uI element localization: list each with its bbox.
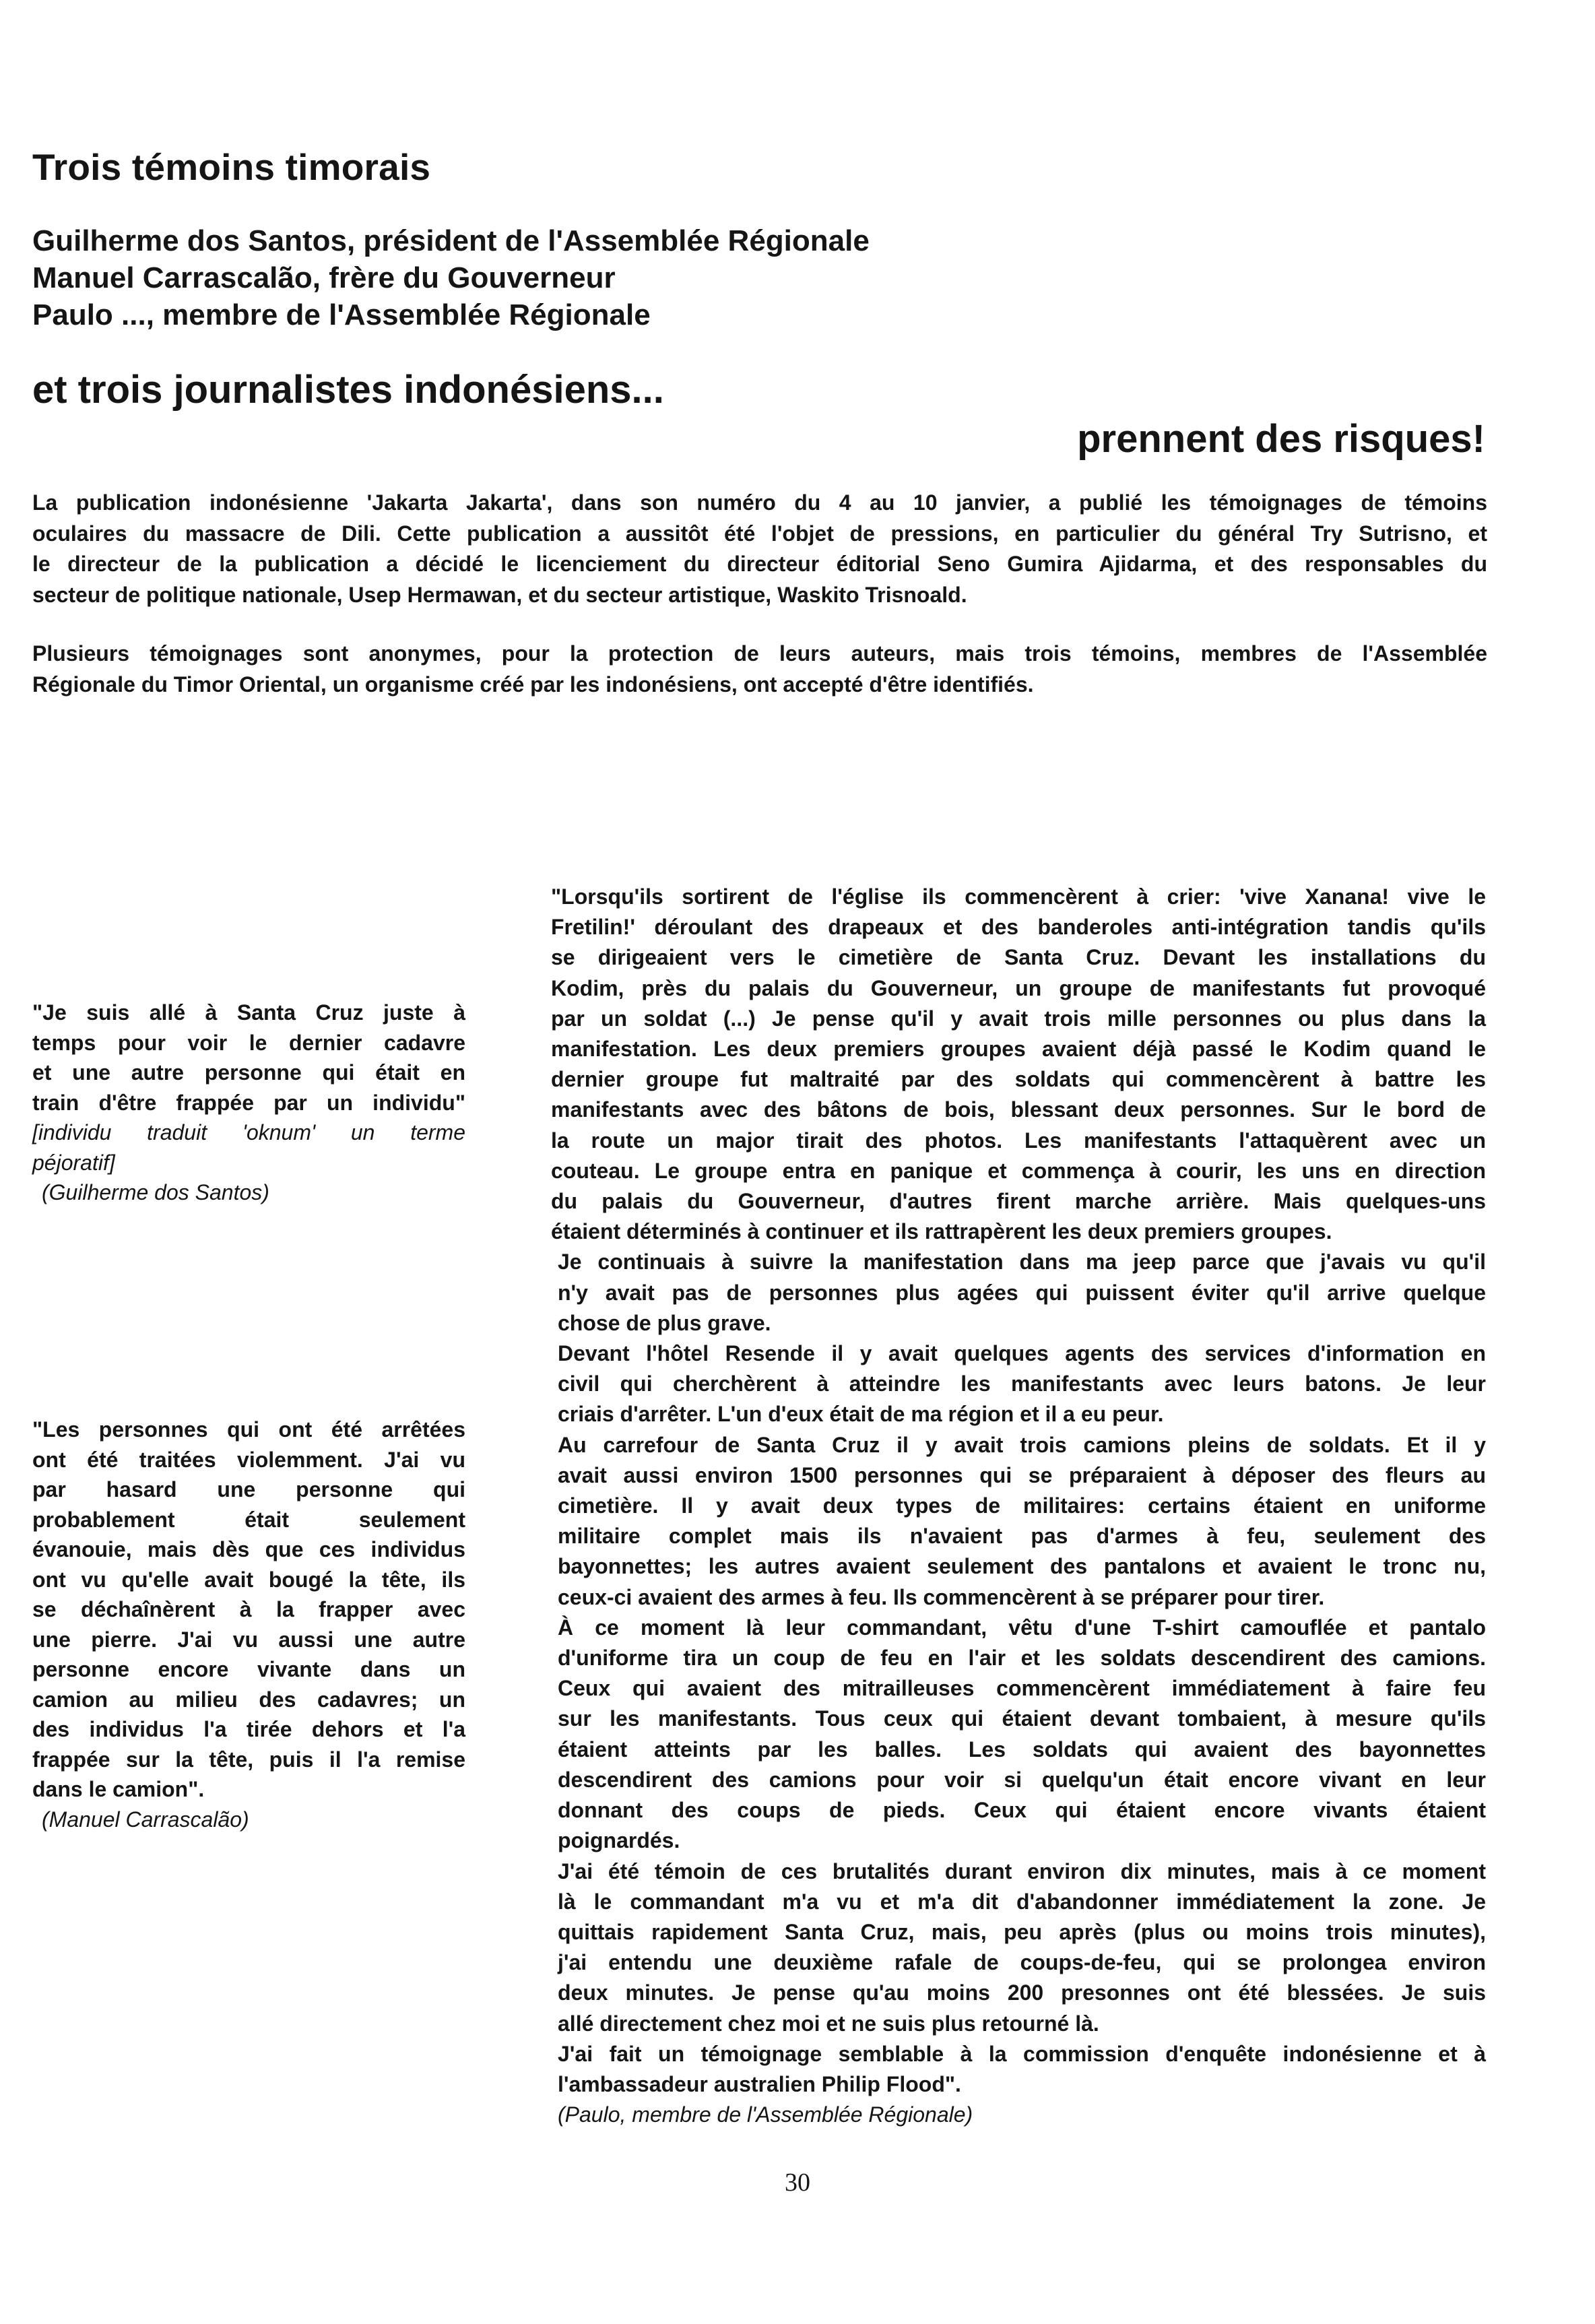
text-line: donnant des coups de pieds. Ceux qui étaient encore vivants étaient	[558, 1798, 1486, 1823]
text-line: dernier groupe fut maltraité par des soldats qui commencèrent à battre les	[551, 1067, 1486, 1092]
text-line: l'ambassadeur australien Philip Flood".	[558, 2071, 961, 2096]
text-line: évanouie, mais dès que ces individus	[32, 1537, 465, 1561]
text-line: par hasard une personne qui	[32, 1477, 465, 1502]
text-line: train d'être frappée par un individu"	[32, 1090, 465, 1115]
quote-attribution: (Manuel Carrascalão)	[42, 1807, 249, 1832]
text-line: personne encore vivante dans un	[32, 1657, 465, 1681]
witness-item: Paulo ..., membre de l'Assemblée Régionale	[32, 298, 651, 331]
text-line: À ce moment là leur commandant, vêtu d'une T-shirt camouflée et pantalo	[558, 1615, 1486, 1640]
text-line: La publication indonésienne 'Jakarta Jakarta', dans son numéro du 4 au 10 janvier, a publié les témoignages de témoins	[32, 490, 1487, 515]
text-line: probablement était seulement	[32, 1507, 465, 1532]
text-line: Kodim, près du palais du Gouverneur, un groupe de manifestants fut provoqué	[551, 975, 1486, 1000]
text-line: là le commandant m'a vu et m'a dit d'abandonner immédiatement la zone. Je	[558, 1889, 1486, 1914]
paragraph	[551, 1338, 1486, 1430]
text-line: Devant l'hôtel Resende il y avait quelques agents des services d'information en	[558, 1341, 1486, 1366]
text-line: allé directement chez moi et ne suis plus retourné là.	[558, 2011, 1099, 2036]
quote-attribution: (Guilherme dos Santos)	[42, 1180, 269, 1204]
text-line: frappée sur la tête, puis il l'a remise	[32, 1747, 465, 1772]
paragraph	[551, 1857, 1486, 2039]
text-line: cimetière. Il y avait deux types de militaires: certains étaient en uniforme	[558, 1493, 1486, 1518]
intro-paragraph-1	[32, 488, 1487, 610]
witness-item: Manuel Carrascalão, frère du Gouverneur	[32, 261, 616, 294]
quote-text	[32, 1415, 465, 1805]
paragraph	[551, 1613, 1486, 1857]
text-line: et une autre personne qui était en	[32, 1060, 465, 1085]
paragraph	[551, 882, 1486, 1247]
page-number: 30	[785, 2168, 810, 2197]
paragraph	[551, 2039, 1486, 2100]
testimony-guilherme	[32, 998, 465, 1208]
headline-journalists: et trois journalistes indonésiens...	[32, 368, 664, 412]
text-line: avait aussi environ 1500 personnes qui se préparaient à déposer des fleurs au	[558, 1462, 1486, 1487]
text-line: ceux-ci avaient des armes à feu. Ils commencèrent à se préparer pour tirer.	[558, 1584, 1325, 1609]
witness-list	[32, 222, 870, 333]
text-line: couteau. Le groupe entra en panique et commença à courir, les uns en direction	[551, 1158, 1486, 1183]
translator-note	[32, 1118, 465, 1177]
text-line: J'ai été témoin de ces brutalités durant environ dix minutes, mais à ce moment	[558, 1859, 1486, 1883]
intro-paragraph-2	[32, 639, 1487, 700]
text-line: "Les personnes qui ont été arrêtées	[32, 1417, 465, 1442]
text-line: J'ai fait un témoignage semblable à la commission d'enquête indonésienne et à	[558, 2041, 1486, 2066]
text-line: une pierre. J'ai vu aussi une autre	[32, 1627, 465, 1652]
text-line: n'y avait pas de personnes plus agées qui puissent éviter qu'il arrive quelque	[558, 1280, 1486, 1305]
text-line: deux minutes. Je pense qu'au moins 200 presonnes ont été blessées. Je suis	[558, 1980, 1486, 2005]
text-line: [individu traduit 'oknum' un terme	[32, 1120, 465, 1144]
quote-text	[32, 998, 465, 1118]
text-line: se dirigeaient vers le cimetière de Santa Cruz. Devant les installations du	[551, 945, 1486, 970]
text-line: ont été traitées violemment. J'ai vu	[32, 1447, 465, 1472]
text-line: oculaires du massacre de Dili. Cette publication a aussitôt été l'objet de pressions, en particulier du général Try Sutrisno, et	[32, 521, 1487, 546]
text-line: ont vu qu'elle avait bougé la tête, ils	[32, 1567, 465, 1592]
text-line: Régionale du Timor Oriental, un organisme créé par les indonésiens, ont accepté d'être identifiés.	[32, 672, 1034, 697]
text-line: manifestants avec des bâtons de bois, blessant deux personnes. Sur le bord de	[551, 1097, 1486, 1122]
text-line: sur les manifestants. Tous ceux qui étaient devant tombaient, à mesure qu'ils	[558, 1706, 1486, 1731]
text-line: dans le camion".	[32, 1777, 205, 1801]
text-line: Ceux qui avaient des mitrailleuses commencèrent immédiatement à faire feu	[558, 1676, 1486, 1701]
text-line: d'uniforme tira un coup de feu en l'air et les soldats descendirent des camions.	[558, 1646, 1486, 1671]
text-line: civil qui cherchèrent à atteindre les manifestants avec leurs batons. Je leur	[558, 1371, 1486, 1396]
headline-risks: prennent des risques!	[1077, 417, 1485, 461]
text-line: "Je suis allé à Santa Cruz juste à	[32, 1000, 465, 1025]
text-line: descendirent des camions pour voir si quelqu'un était encore vivant en leur	[558, 1767, 1486, 1792]
testimony-paulo	[551, 882, 1486, 2130]
text-line: camion au milieu des cadavres; un	[32, 1687, 465, 1712]
paragraph	[551, 1430, 1486, 1613]
text-line: Au carrefour de Santa Cruz il y avait trois camions pleins de soldats. Et il y	[558, 1432, 1486, 1457]
text-line: secteur de politique nationale, Usep Hermawan, et du secteur artistique, Waskito Trisnoald.	[32, 582, 967, 607]
text-line: militaire complet mais ils n'avaient pas d'armes à feu, seulement des	[558, 1524, 1486, 1549]
text-line: péjoratif]	[32, 1150, 115, 1175]
text-line: le directeur de la publication a décidé le licenciement du directeur éditorial Seno Gumira Ajidarma, et des responsables du	[32, 552, 1487, 576]
text-line: par un soldat (...) Je pense qu'il y avait trois mille personnes ou plus dans la	[551, 1006, 1486, 1031]
text-line: quittais rapidement Santa Cruz, mais, peu après (plus ou moins trois minutes),	[558, 1919, 1486, 1944]
text-line: des individus l'a tirée dehors et l'a	[32, 1717, 465, 1741]
text-line: j'ai entendu une deuxième rafale de coups-de-feu, qui se prolongea environ	[558, 1950, 1486, 1975]
text-line: bayonnettes; les autres avaient seulement des pantalons et avaient le tronc nu,	[558, 1554, 1486, 1579]
text-line: criais d'arrêter. L'un d'eux était de ma région et il a eu peur.	[558, 1402, 1164, 1427]
text-line: se déchaînèrent à la frapper avec	[32, 1597, 465, 1621]
text-line: Plusieurs témoignages sont anonymes, pour la protection de leurs auteurs, mais trois témoins, membres de l'Assemblée	[32, 641, 1487, 666]
text-line: Je continuais à suivre la manifestation dans ma jeep parce que j'avais vu qu'il	[558, 1250, 1486, 1274]
text-line: étaient atteints par les balles. Les soldats qui avaient des bayonnettes	[558, 1737, 1486, 1762]
text-line: manifestation. Les deux premiers groupes avaient déjà passé le Kodim quand le	[551, 1037, 1486, 1062]
article-title: Trois témoins timorais	[32, 146, 431, 188]
text-line: poignardés.	[558, 1828, 680, 1853]
witness-item: Guilherme dos Santos, président de l'Assemblée Régionale	[32, 224, 870, 257]
text-line: du palais du Gouverneur, d'autres firent marche arrière. Mais quelques-uns	[551, 1189, 1486, 1214]
text-line: Fretilin!' déroulant des drapeaux et des banderoles anti-intégration tandis qu'ils	[551, 915, 1486, 940]
text-line: "Lorsqu'ils sortirent de l'église ils commencèrent à crier: 'vive Xanana! vive le	[551, 884, 1486, 909]
text-line: la route un major tirait des photos. Les manifestants l'attaquèrent avec un	[551, 1128, 1486, 1153]
quote-attribution: (Paulo, membre de l'Assemblée Régionale)	[558, 2102, 973, 2127]
testimony-manuel	[32, 1415, 465, 1834]
text-line: chose de plus grave.	[558, 1310, 771, 1335]
text-line: étaient déterminés à continuer et ils rattrapèrent les deux premiers groupes.	[551, 1219, 1332, 1244]
text-line: temps pour voir le dernier cadavre	[32, 1030, 465, 1055]
paragraph	[551, 1247, 1486, 1338]
